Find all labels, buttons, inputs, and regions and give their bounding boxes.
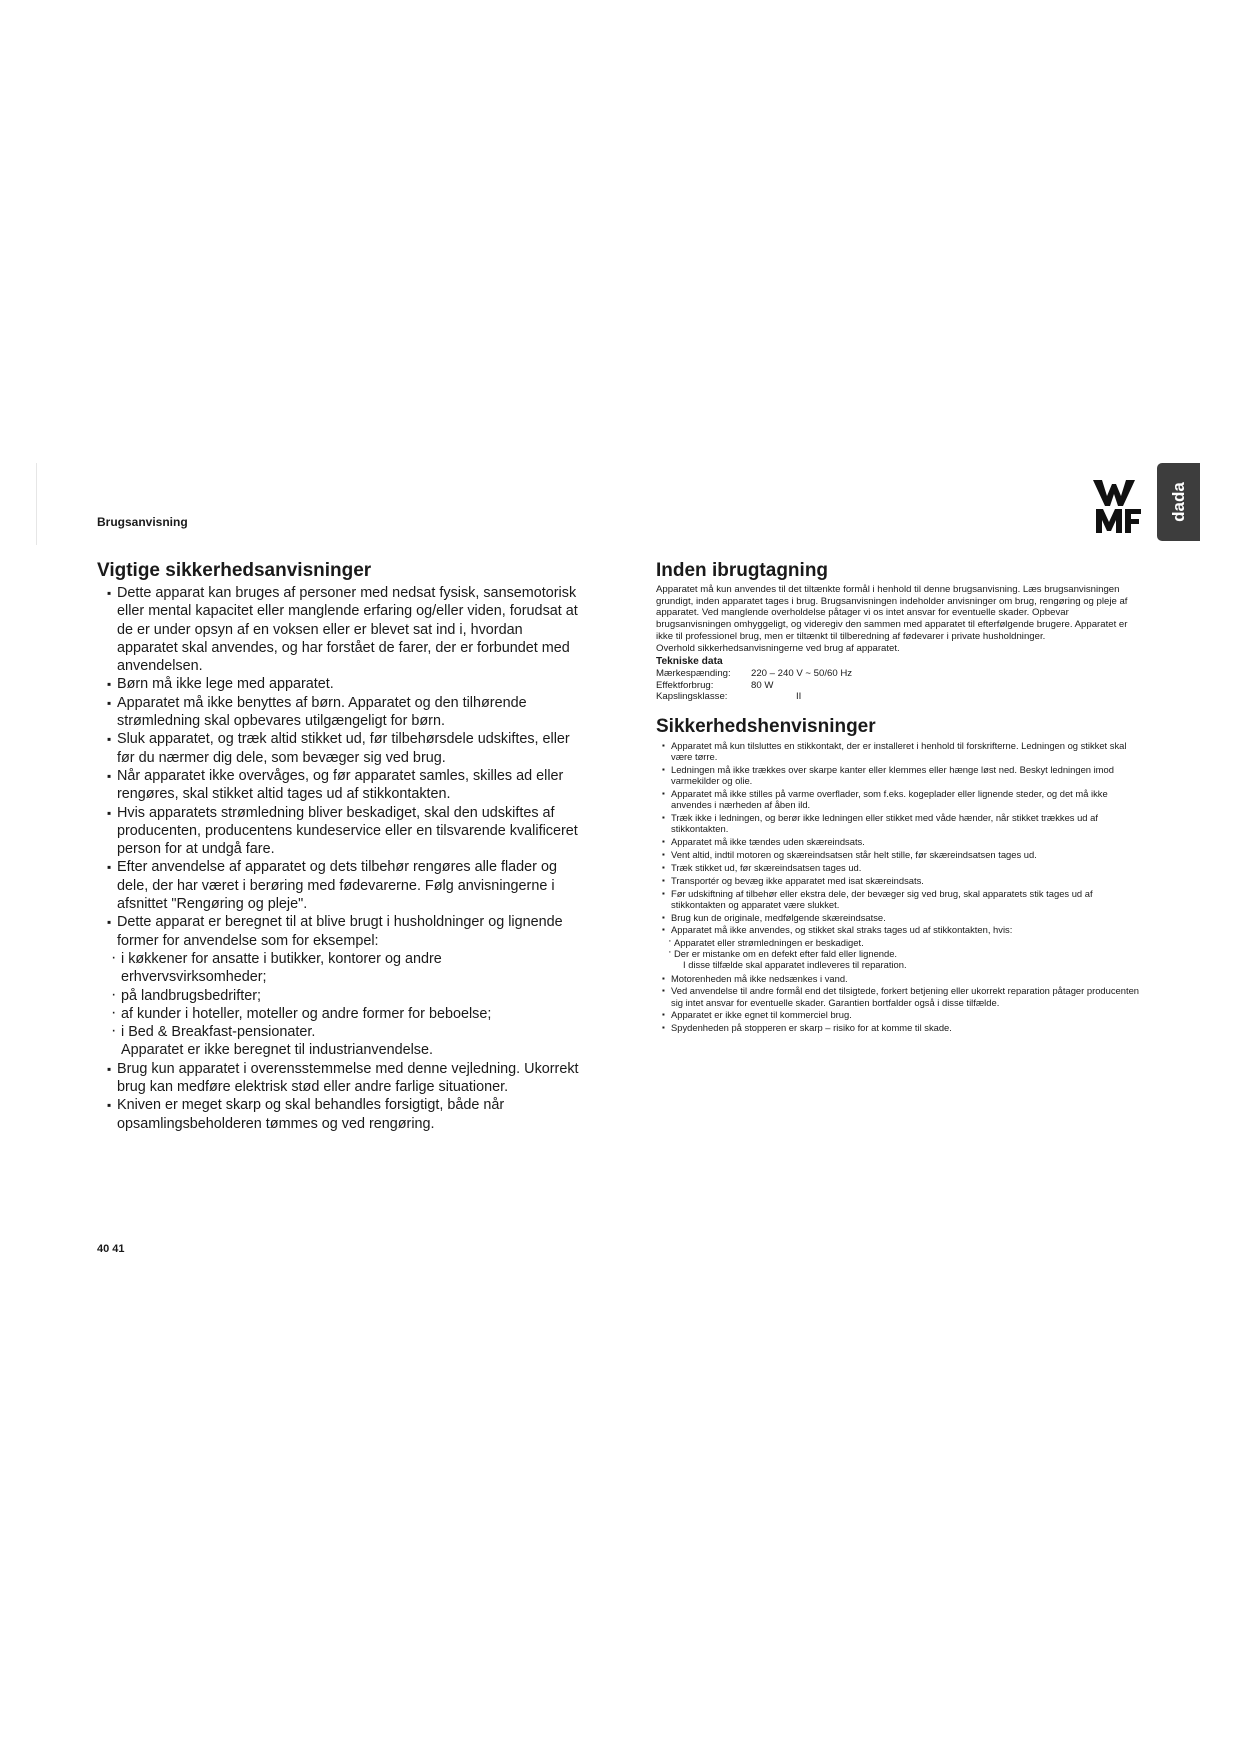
list-item: ▪ Transportér og bevæg ikke apparatet med isat skæreindsats. bbox=[662, 875, 1144, 886]
list-item: · af kunder i hoteller, moteller og andre former for beboelse; bbox=[111, 1005, 579, 1023]
safety-list-continued bbox=[97, 1060, 579, 1133]
industrial-use-note: Apparatet er ikke beregnet til industrianvendelse. bbox=[121, 1042, 433, 1059]
margin-rule bbox=[36, 463, 37, 545]
list-item: ▪ Apparatet må ikke anvendes, og stikket skal straks tages ud af stikkontakten, hvis: bbox=[662, 924, 1144, 935]
list-item: ▪ Ledningen må ikke trækkes over skarpe kanter eller klemmes eller hænge løst ned. Beskyt ledningen imod varmekilder og olie. bbox=[662, 764, 1144, 786]
list-item: · i Bed & Breakfast-pensionater. bbox=[111, 1023, 579, 1041]
list-item: ▪ Apparatet er ikke egnet til kommerciel brug. bbox=[662, 1009, 1144, 1020]
list-item: ▪ Ved anvendelse til andre formål end det tilsigtede, forkert betjening eller ukorrekt reparation påtager producenten sig intet ansvar for eventuelle skader. Garantien bortfalder også i disse tilfælde. bbox=[662, 985, 1144, 1007]
technical-data-title: Tekniske data bbox=[656, 656, 723, 668]
safety-notes-list-continued bbox=[656, 973, 1144, 1034]
wmf-logo bbox=[1093, 480, 1143, 533]
list-item: ▪ Sluk apparatet, og træk altid stikket ud, før tilbehørsdele udskiftes, eller før du nærmer dig dele, som bevæger sig ved brug. bbox=[107, 730, 579, 767]
tech-label: Kapslingsklasse: bbox=[656, 691, 728, 703]
tech-row bbox=[656, 680, 1144, 692]
list-item: ▪ Hvis apparatets strømledning bliver beskadiget, skal den udskiftes af producenten, producentens kundeservice eller en tilsvarende kvalificeret person for at undgå fare. bbox=[107, 804, 579, 859]
list-item: ▪ Vent altid, indtil motoren og skæreindsatsen står helt stille, før skæreindsatsen tages ud. bbox=[662, 849, 1144, 860]
list-item: ▪ Brug kun apparatet i overensstemmelse med denne vejledning. Ukorrekt brug kan medføre elektrisk stød eller andre farlige situationer. bbox=[107, 1060, 579, 1097]
list-item: ▪ Apparatet må ikke tændes uden skæreindsats. bbox=[662, 836, 1144, 847]
list-item: · på landbrugsbedrifter; bbox=[111, 987, 579, 1005]
usage-examples-list bbox=[97, 950, 579, 1041]
section-label: Brugsanvisning bbox=[97, 515, 188, 529]
tech-value: 220 – 240 V ~ 50/60 Hz bbox=[751, 667, 853, 679]
list-item: ▪ Træk ikke i ledningen, og berør ikke ledningen eller stikket med våde hænder, når stikket trækkes ud af stikkontakten. bbox=[662, 812, 1144, 834]
tech-label: Effektforbrug: bbox=[656, 679, 714, 691]
language-tab[interactable] bbox=[1157, 463, 1200, 541]
list-item: ▪ Apparatet må kun tilsluttes en stikkontakt, der er installeret i henhold til forskrifterne. Ledningen og stikket skal være tørre. bbox=[662, 740, 1144, 762]
before-use-title: Inden ibrugtagning bbox=[656, 560, 829, 581]
list-item: ▪ Efter anvendelse af apparatet og dets tilbehør rengøres alle flader og dele, der har været i berøring med fødevarerne. Følg anvisningerne i afsnittet "Rengøring og pleje". bbox=[107, 858, 579, 913]
safety-notes-list bbox=[656, 740, 1144, 935]
repair-note: I disse tilfælde skal apparatet indleveres til reparation. bbox=[683, 959, 907, 971]
tech-value: II bbox=[796, 691, 802, 703]
right-column bbox=[656, 559, 1144, 1035]
list-item: ▪ Kniven er meget skarp og skal behandles forsigtigt, både når opsamlingsbeholderen tømmes og ved rengøring. bbox=[107, 1096, 579, 1133]
safety-instructions-title: Vigtige sikkerhedsanvisninger bbox=[97, 560, 372, 581]
language-tab-label: dada bbox=[1168, 482, 1188, 522]
list-item: ▪ Motorenheden må ikke nedsænkes i vand. bbox=[662, 973, 1144, 984]
damage-conditions-list bbox=[656, 937, 1144, 959]
tech-row bbox=[656, 668, 1144, 680]
safety-notes-title: Sikkerhedshenvisninger bbox=[656, 716, 876, 738]
list-item: ▪ Dette apparat er beregnet til at blive brugt i husholdninger og lignende former for anvendelse som for eksempel: bbox=[107, 913, 579, 950]
list-item: · Apparatet eller strømledningen er beskadiget. bbox=[668, 937, 1144, 948]
page-numbers: 40 41 bbox=[97, 1243, 125, 1255]
tech-value: 80 W bbox=[751, 679, 774, 691]
list-item: ▪ Brug kun de originale, medfølgende skæreindsatse. bbox=[662, 912, 1144, 923]
list-item: ▪ Spydenheden på stopperen er skarp – risiko for at komme til skade. bbox=[662, 1022, 1144, 1033]
list-item: ▪ Apparatet må ikke benyttes af børn. Apparatet og den tilhørende strømledning skal opbevares utilgængeligt for børn. bbox=[107, 694, 579, 731]
list-item: ▪ Når apparatet ikke overvåges, og før apparatet samles, skilles ad eller rengøres, skal stikket altid tages ud af stikkontakten. bbox=[107, 767, 579, 804]
intro-paragraph-2: Overhold sikkerhedsanvisningerne ved brug af apparatet. bbox=[656, 642, 900, 654]
list-item: ▪ Dette apparat kan bruges af personer med nedsat fysisk, sansemotorisk eller mental kapacitet eller manglende erfaring og/eller viden, forudsat at de er under opsyn af en voksen eller er blevet sat ind i, hvordan apparatet skal anvendes, og har forstået de farer, der er forbundet med anvendelsen. bbox=[107, 584, 579, 675]
list-item: · i køkkener for ansatte i butikker, kontorer og andre erhvervsvirksomheder; bbox=[111, 950, 579, 987]
tech-row bbox=[656, 691, 1144, 703]
list-item: ▪ Børn må ikke lege med apparatet. bbox=[107, 675, 579, 693]
list-item: ▪ Apparatet må ikke stilles på varme overflader, som f.eks. kogeplader eller lignende steder, og det må ikke anvendes i nærheden af åben ild. bbox=[662, 788, 1144, 810]
left-column bbox=[97, 559, 579, 1133]
list-item: ▪ Træk stikket ud, før skæreindsatsen tages ud. bbox=[662, 862, 1144, 873]
safety-list bbox=[97, 584, 579, 950]
list-item: ▪ Før udskiftning af tilbehør eller ekstra dele, der bevæger sig ved brug, skal apparatets stik tages ud af stikkontakten og apparatet være slukket. bbox=[662, 888, 1144, 910]
tech-label: Mærkespænding: bbox=[656, 667, 731, 679]
list-item: · Der er mistanke om en defekt efter fald eller lignende. bbox=[668, 948, 1144, 959]
intro-paragraph: Apparatet må kun anvendes til det tiltænkte formål i henhold til denne brugsanvisning. Læs brugsanvisningen grundigt, inden apparatet tages i brug. Brugsanvisningen indeholder anvisninger om brug, rengøring og pleje af apparatet. Ved manglende overholdelse påtager vi os intet ansvar for eventuelle skader. Opbevar brugsanvisningen omhyggeligt, og videregiv den sammen med apparatet til efterfølgende brugere. Apparatet er ikke til professionel brug, men er tiltænkt til tilberedning af fødevarer i private husholdninger. bbox=[656, 584, 1128, 642]
